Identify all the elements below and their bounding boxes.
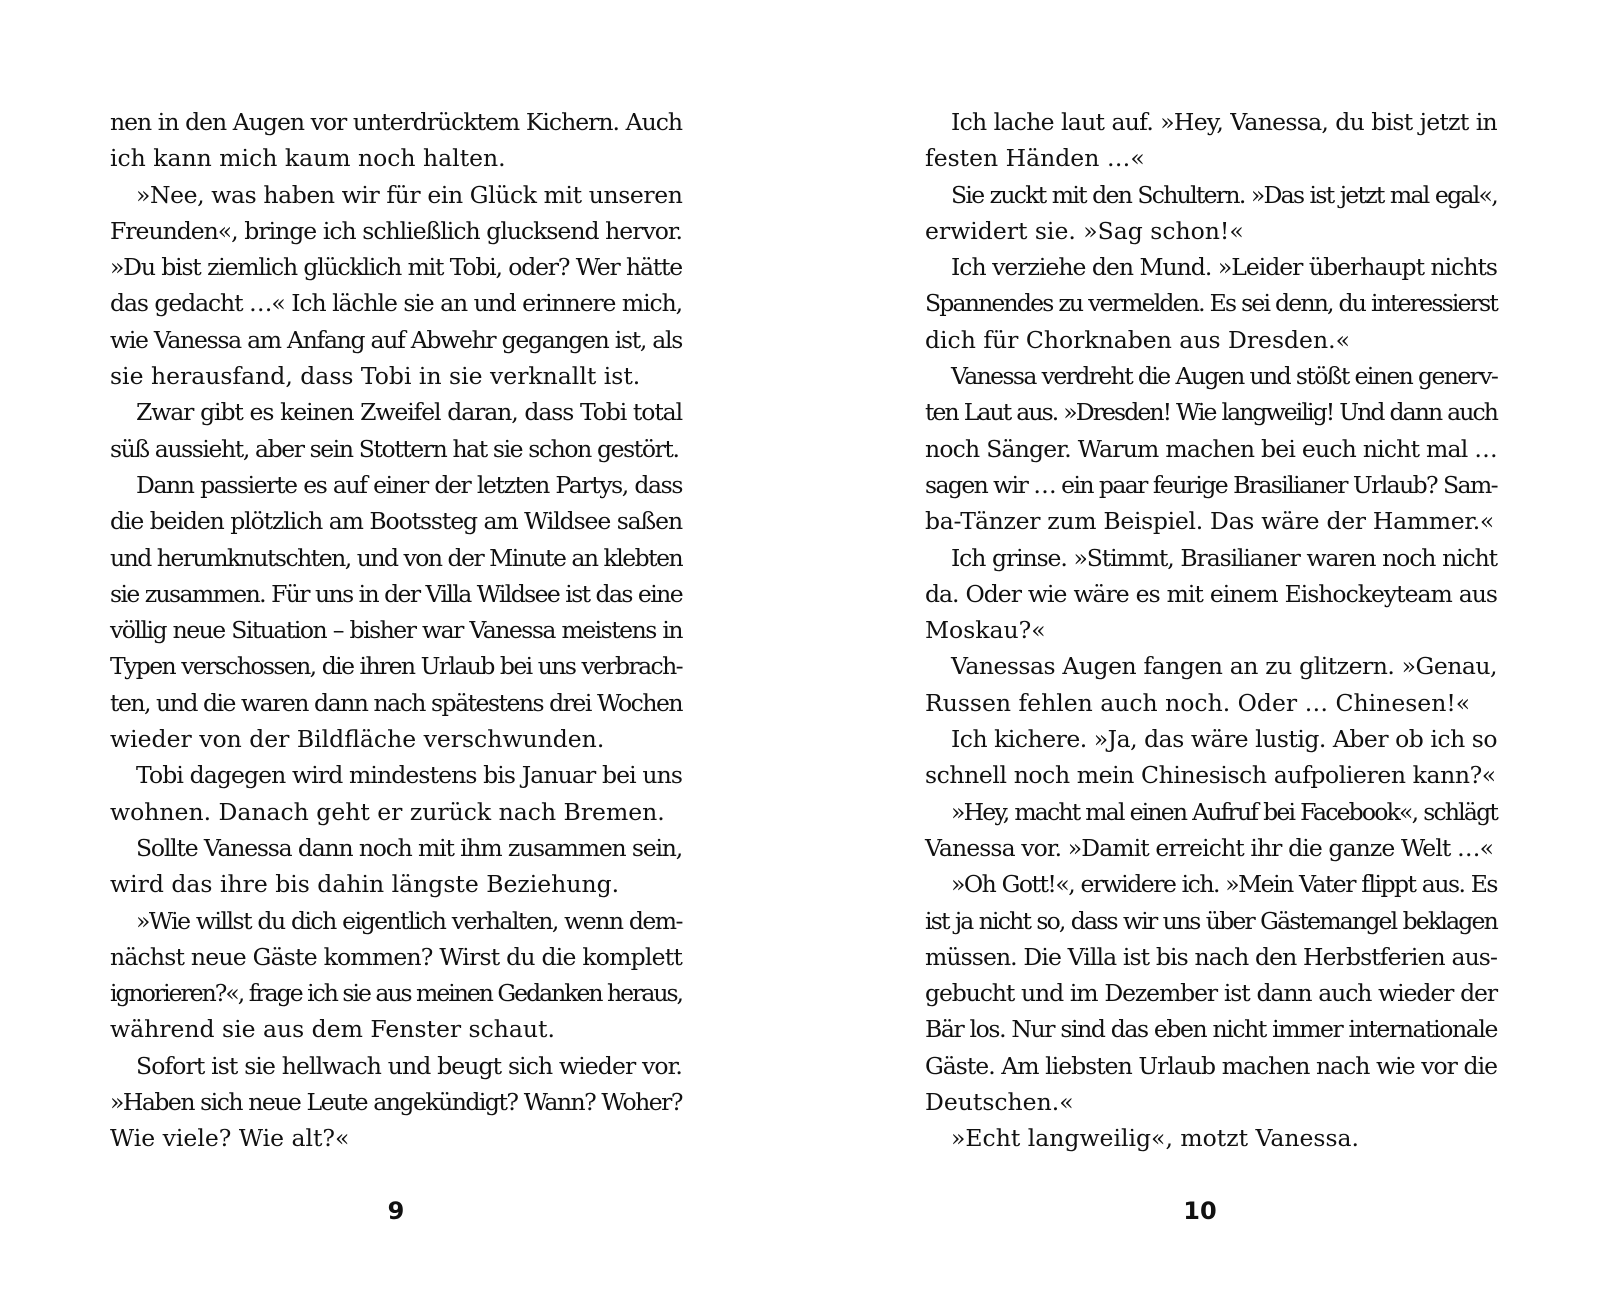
text-line: nächst neue Gäste kommen? Wirst du die komplett	[110, 942, 682, 971]
text-line: erwidert sie. »Sag schon!«	[925, 216, 1244, 245]
page-text	[925, 104, 1497, 1157]
text-line: das gedacht …« Ich lächle sie an und erinnere mich,	[110, 289, 682, 318]
text-line: Sofort ist sie hellwach und beugt sich wieder vor.	[136, 1051, 682, 1080]
right-page	[800, 0, 1600, 1313]
text-line: ist ja nicht so, dass wir uns über Gästemangel beklagen	[925, 906, 1497, 935]
text-line: wie Vanessa am Anfang auf Abwehr gegangen ist, als	[110, 325, 682, 354]
text-line: Typen verschossen, die ihren Urlaub bei uns verbrach-	[110, 652, 682, 681]
text-line: Ich kichere. »Ja, das wäre lustig. Aber ob ich so	[951, 725, 1497, 754]
text-line: »Du bist ziemlich glücklich mit Tobi, oder? Wer hätte	[110, 253, 682, 282]
text-line: ba-Tänzer zum Beispiel. Das wäre der Hammer.«	[925, 507, 1494, 536]
text-line: gebucht und im Dezember ist dann auch wieder der	[925, 979, 1497, 1008]
text-line: wohnen. Danach geht er zurück nach Bremen.	[110, 797, 665, 826]
text-line: ignorieren?«, frage ich sie aus meinen Gedanken heraus,	[110, 979, 682, 1008]
text-line: dich für Chorknaben aus Dresden.«	[925, 325, 1350, 354]
text-line: »Oh Gott!«, erwidere ich. »Mein Vater flippt aus. Es	[951, 870, 1497, 899]
text-line: Sie zuckt mit den Schultern. »Das ist jetzt mal egal«,	[951, 180, 1497, 209]
text-line: Spannendes zu vermelden. Es sei denn, du interessierst	[925, 289, 1497, 318]
text-line: sie herausfand, dass Tobi in sie verknallt ist.	[110, 362, 641, 391]
text-line: Ich grinse. »Stimmt, Brasilianer waren noch nicht	[951, 543, 1497, 572]
text-line: Sollte Vanessa dann noch mit ihm zusammen sein,	[136, 833, 682, 862]
text-line: Ich verziehe den Mund. »Leider überhaupt nichts	[951, 253, 1497, 282]
text-line: und herumknutschten, und von der Minute an klebten	[110, 543, 683, 572]
text-line: nen in den Augen vor unterdrücktem Kichern. Auch	[110, 108, 682, 136]
text-line: Moskau?«	[925, 616, 1046, 645]
page-text	[110, 104, 682, 1157]
text-line: süß aussieht, aber sein Stottern hat sie schon gestört.	[110, 434, 679, 463]
text-line: während sie aus dem Fenster schaut.	[110, 1015, 555, 1044]
text-line: ich kann mich kaum noch halten.	[110, 144, 506, 173]
text-line: Gäste. Am liebsten Urlaub machen nach wie vor die	[925, 1051, 1497, 1080]
text-line: schnell noch mein Chinesisch aufpolieren kann?«	[925, 761, 1496, 790]
text-line: sie zusammen. Für uns in der Villa Wildsee ist das eine	[110, 579, 682, 608]
text-line: »Hey, macht mal einen Aufruf bei Facebook«, schlägt	[951, 797, 1497, 826]
text-line: die beiden plötzlich am Bootssteg am Wildsee saßen	[110, 507, 682, 536]
text-line: noch Sänger. Warum machen bei euch nicht mal …	[925, 434, 1497, 463]
page-number: 10	[1183, 1197, 1217, 1225]
text-line: »Wie willst du dich eigentlich verhalten, wenn dem-	[136, 906, 682, 935]
text-line: da. Oder wie wäre es mit einem Eishockeyteam aus	[925, 579, 1497, 608]
text-line: »Echt langweilig«, motzt Vanessa.	[951, 1124, 1360, 1153]
text-line: festen Händen …«	[925, 144, 1145, 173]
text-line: Vanessa vor. »Damit erreicht ihr die ganze Welt …«	[925, 833, 1494, 862]
text-line: Tobi dagegen wird mindestens bis Januar bei uns	[136, 761, 682, 790]
text-line: »Nee, was haben wir für ein Glück mit unseren	[136, 180, 683, 209]
text-line: ten, und die waren dann nach spätestens drei Wochen	[110, 688, 682, 717]
text-line: wieder von der Bildfläche verschwunden.	[110, 725, 605, 754]
text-line: Vanessas Augen fangen an zu glitzern. »Genau,	[951, 652, 1497, 681]
text-line: ten Laut aus. »Dresden! Wie langweilig! Und dann auch	[925, 398, 1497, 427]
text-line: völlig neue Situation – bisher war Vanessa meistens in	[110, 616, 682, 645]
text-line: Dann passierte es auf einer der letzten Partys, dass	[136, 470, 682, 499]
text-line: müssen. Die Villa ist bis nach den Herbstferien aus-	[925, 942, 1497, 971]
text-line: »Haben sich neue Leute angekündigt? Wann? Woher?	[110, 1088, 682, 1117]
text-line: Wie viele? Wie alt?«	[110, 1124, 350, 1153]
text-line: sagen wir … ein paar feurige Brasilianer Urlaub? Sam-	[925, 470, 1497, 499]
text-line: Russen fehlen auch noch. Oder … Chinesen!«	[925, 688, 1471, 717]
text-line: Deutschen.«	[925, 1088, 1074, 1117]
text-line: Zwar gibt es keinen Zweifel daran, dass Tobi total	[136, 398, 682, 427]
page-number: 9	[387, 1197, 405, 1225]
text-line: wird das ihre bis dahin längste Beziehung.	[110, 870, 620, 899]
text-line: Ich lache laut auf. »Hey, Vanessa, du bist jetzt in	[951, 108, 1497, 136]
text-line: Bär los. Nur sind das eben nicht immer internationale	[925, 1015, 1497, 1044]
text-line: Freunden«, bringe ich schließlich glucksend hervor.	[110, 216, 682, 245]
text-line: Vanessa verdreht die Augen und stößt einen generv-	[951, 362, 1498, 391]
